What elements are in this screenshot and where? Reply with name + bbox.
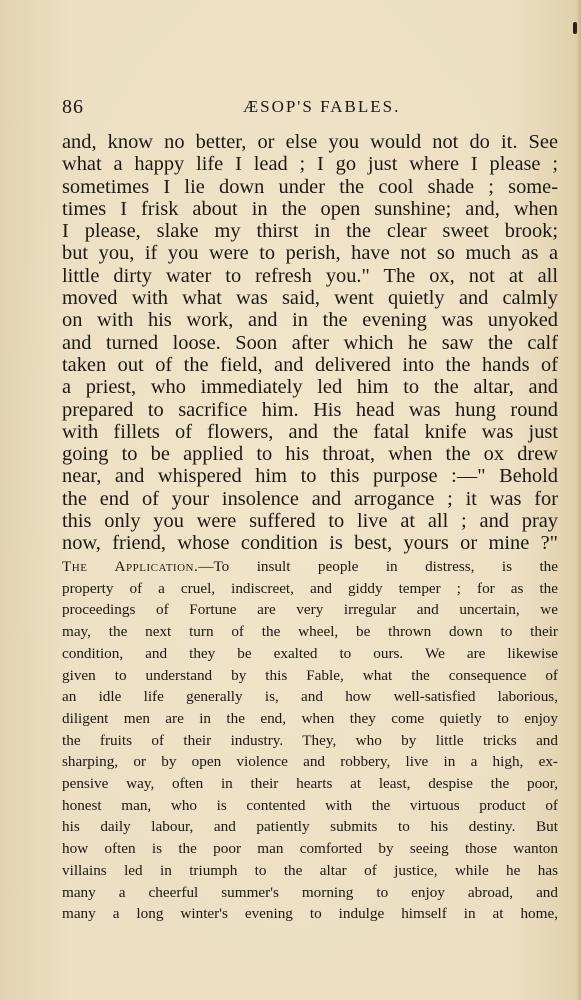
fable-line: near, and whispered him to this purpose :—" Behold (62, 465, 558, 488)
application-text: —To insult people in distress, is the (198, 558, 558, 575)
application-line: condition, and they be exalted to ours. We are likewise (62, 644, 558, 662)
application-line: an idle life generally is, and how well-satisfied laborious, (62, 688, 558, 706)
fable-line: prepared to sacrifice him. His head was hung round (62, 398, 558, 421)
fable-line: times I frisk about in the open sunshine; and, when (62, 197, 558, 220)
fable-line: little dirty water to refresh you." The ox, not at all (62, 264, 558, 287)
fable-line: moved with what was said, went quietly and calmly (62, 287, 558, 310)
application-paragraph (62, 556, 558, 925)
application-line: may, the next turn of the wheel, be thrown down to their (62, 623, 558, 641)
application-line (62, 556, 558, 578)
application-line: honest man, who is contented with the virtuous product of (62, 796, 558, 814)
application-line: proceedings of Fortune are very irregular and uncertain, we (62, 601, 558, 619)
ink-mark (573, 22, 577, 34)
application-line: pensive way, often in their hearts at least, despise the poor, (62, 775, 558, 793)
fable-line: on with his work, and in the evening was unyoked (62, 309, 558, 332)
application-line: sharping, or by open violence and robbery, live in a high, ex- (62, 753, 558, 771)
application-line: given to understand by this Fable, what the consequence of (62, 666, 558, 684)
application-line: villains led in triumph to the altar of justice, while he has (62, 861, 558, 879)
fable-line: a priest, who immediately led him to the altar, and (62, 376, 558, 399)
fable-line: and turned loose. Soon after which he saw the calf (62, 331, 558, 354)
page-edge-shadow (576, 0, 581, 1000)
fable-line: with fillets of flowers, and the fatal knife was just (62, 420, 558, 443)
application-line: diligent men are in the end, when they come quietly to enjoy (62, 709, 558, 727)
application-line: the fruits of their industry. They, who by little tricks and (62, 731, 558, 749)
fable-line: taken out of the field, and delivered into the hands of (62, 353, 558, 376)
fable-line: but you, if you were to perish, have not so much as a (62, 242, 558, 265)
fable-line: what a happy life I lead ; I go just where I please ; (62, 153, 558, 176)
fable-line: the end of your insolence and arrogance ; it was for (62, 487, 558, 510)
fable-line: and, know no better, or else you would not do it. See (62, 131, 558, 153)
running-title: ÆSOP'S FABLES. (243, 97, 401, 116)
application-line: many a cheerful summer's morning to enjoy abroad, and (62, 883, 558, 901)
fable-line: I please, slake my thirst in the clear sweet brook; (62, 220, 558, 243)
fable-line: now, friend, whose condition is best, yours or mine ?" (62, 532, 558, 555)
fable-line: this only you were suffered to live at all ; and pray (62, 510, 558, 533)
application-line: many a long winter's evening to indulge himself in at home, (62, 905, 558, 923)
application-label: The Application. (62, 558, 199, 575)
fable-line: going to be applied to his throat, when the ox drew (62, 443, 558, 466)
application-line: his daily labour, and patiently submits to his destiny. But (62, 818, 558, 836)
running-head (62, 96, 522, 118)
application-line: how often is the poor man comforted by seeing those wanton (62, 840, 558, 858)
fable-line: sometimes I lie down under the cool shade ; some- (62, 175, 558, 198)
fable-text (62, 131, 558, 555)
page-number: 86 (62, 96, 84, 118)
application-line: property of a cruel, indiscreet, and giddy temper ; for as the (62, 579, 558, 597)
